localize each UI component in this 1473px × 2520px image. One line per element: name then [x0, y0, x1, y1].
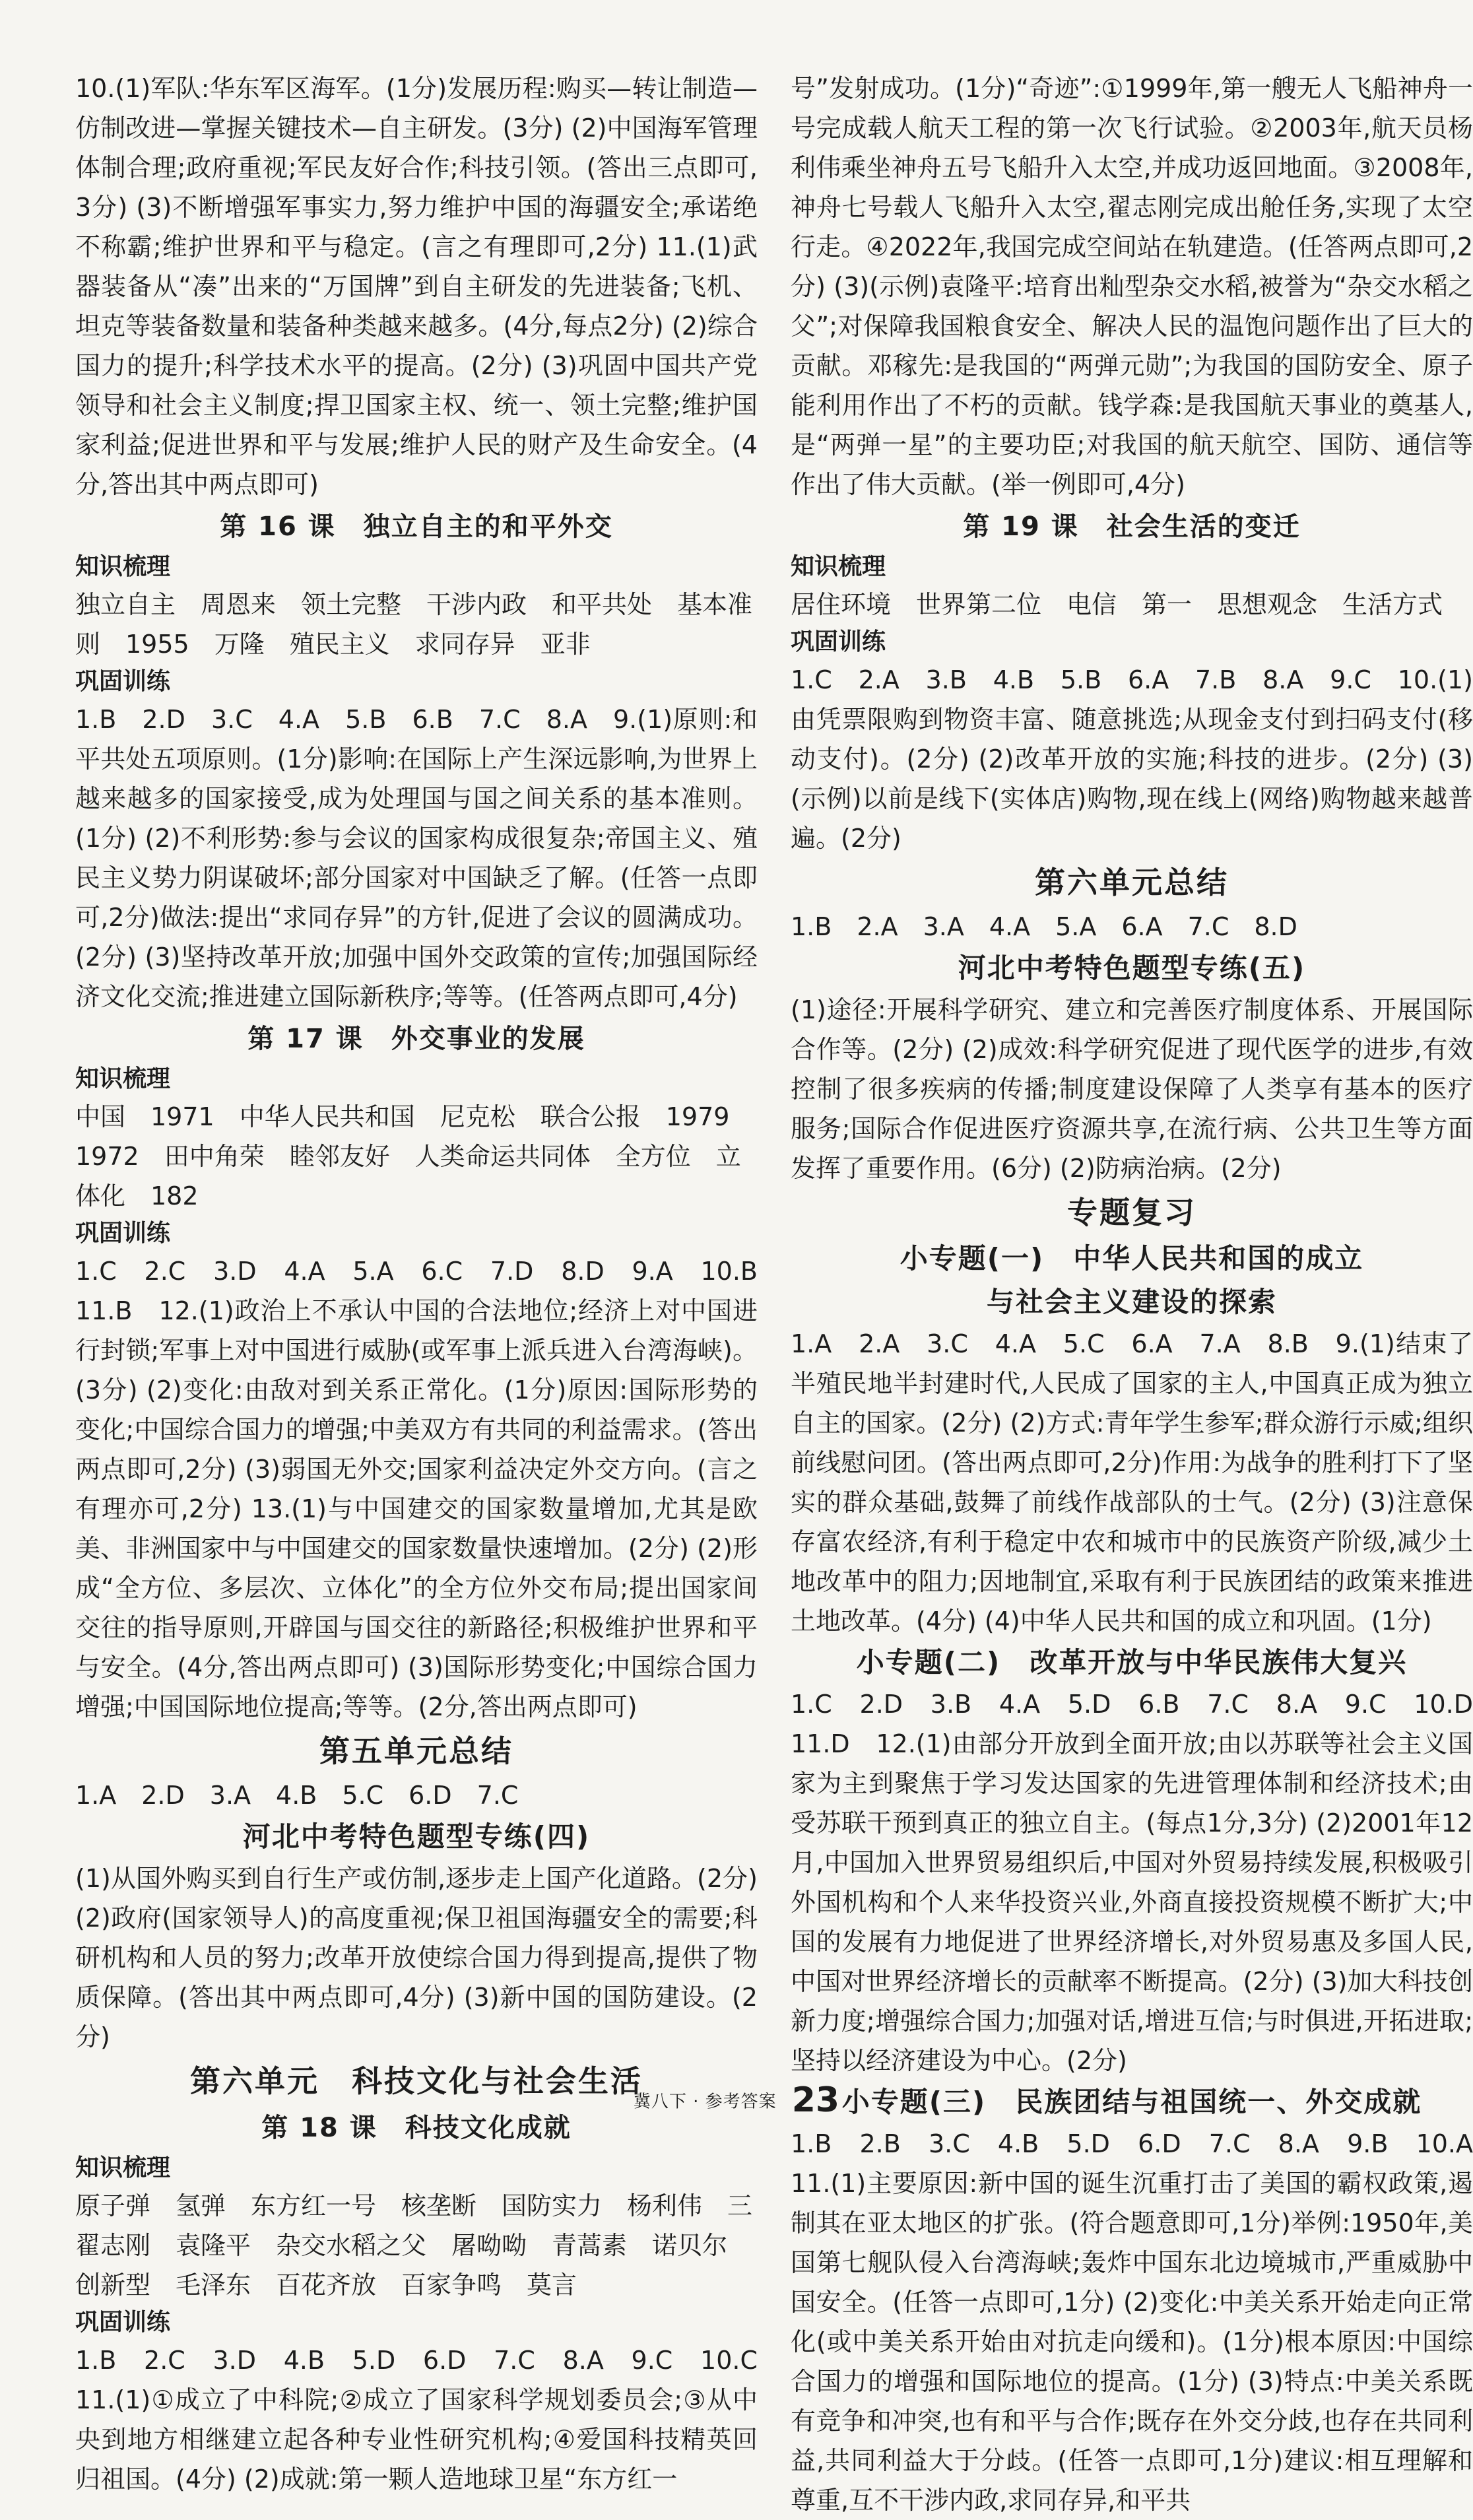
- keyword-list: 独立自主 周恩来 领土完整 干涉内政 和平共处 基本准则 1955 万隆 殖民主义 求同存异 亚非: [75, 590, 753, 659]
- answer-block: 1.B 2.C 3.D 4.B 5.D 6.D 7.C 8.A 9.C 10.C 11.(1)①成立了中科院;②成立了国家科学规划委员会;③从中央到地方相继建立起各种专业性研究机构;④爱国科技精英回归祖国。(4分) (2)成就:第一颗人造地球卫星“东方红一: [75, 2346, 783, 2494]
- answer-block: (1)途径:开展科学研究、建立和完善医疗制度体系、开展国际合作等。(2分) (2)成效:科学研究促进了现代医学的进步,有效控制了很多疾病的传播;制度建设保障了人类享有基本的医疗服务;国际合作促进医疗资源共享,在流行病、公共卫生等方面发挥了重要作用。(6分) (2)防病治病。(2分): [791, 995, 1473, 1183]
- unit-summary-heading: 第五单元总结: [319, 1733, 513, 1769]
- section-label: 知识梳理: [791, 553, 886, 580]
- keyword-list: 中国 1971 中华人民共和国 尼克松 联合公报 1979 1972 田中角荣 睦邻友好 人类命运共同体 全方位 立体化 182: [75, 1102, 755, 1210]
- section-label: 知识梳理: [75, 553, 171, 580]
- review-heading: 专题复习: [1067, 1195, 1196, 1230]
- left-column: [75, 69, 783, 2499]
- lesson-heading: 第 16 课 独立自主的和平外交: [220, 512, 613, 542]
- answer-block: 1.B 2.A 3.A 4.A 5.A 6.A 7.C 8.D: [791, 912, 1297, 941]
- unit-heading: 第六单元 科技文化与社会生活: [190, 2063, 643, 2099]
- page-footer: [0, 2080, 1473, 2120]
- answer-block: 1.C 2.D 3.B 4.A 5.D 6.B 7.C 8.A 9.C 10.D 11.D 12.(1)由部分开放到全面开放;由以苏联等社会主义国家为主到聚焦于学习发达国家的先进管理体制和经济技术;由受苏联干预到真正的独立自主。(每点1分,3分) (2)2001年12月,中国加入世界贸易组织后,中国对外贸易持续发展,积极吸引外国机构和个人来华投资兴业,外商直接投资规模不断扩大;中国的发展有力地促进了世界经济增长,对外贸易惠及多国人民,中国对世界经济增长的贡献率不断提高。(2分) (3)加大科技创新力度;增强综合国力;加强对话,增进互信;与时俱进,开拓进取;坚持以经济建设为中心。(2分): [791, 1690, 1473, 2075]
- special-practice-heading: 河北中考特色题型专练(四): [242, 1820, 591, 1853]
- answer-block: 1.B 2.B 3.C 4.B 5.D 6.D 7.C 8.A 9.B 10.A 11.(1)主要原因:新中国的诞生沉重打击了美国的霸权政策,遏制其在亚太地区的扩张。(符合题意即可,1分)举例:1950年,美国第七舰队侵入台湾海峡;轰炸中国东北边境城市,严重威胁中国安全。(任答一点即可,1分) (2)变化:中美关系开始走向正常化(或中美关系开始由对抗走向缓和)。(1分)根本原因:中国综合国力的增强和国际地位的提高。(1分) (3)特点:中美关系既有竞争和冲突,也有和平与合作;既存在外交分歧,也存在共同利益,共同利益大于分歧。(任答一点即可,1分)建议:相互理解和尊重,互不干涉内政,求同存异,和平共: [791, 2129, 1473, 2515]
- answer-block: 1.A 2.D 3.A 4.B 5.C 6.D 7.C: [75, 1781, 519, 1810]
- page-number: 23: [791, 2080, 840, 2120]
- lesson-heading: 第 17 课 外交事业的发展: [247, 1024, 585, 1054]
- section-label: 知识梳理: [75, 2154, 171, 2181]
- footer-label: 冀八下 · 参考答案: [633, 2092, 777, 2112]
- answer-block: 10.(1)军队:华东军区海军。(1分)发展历程:购买—转让制造—仿制改进—掌握关键技术—自主研发。(3分) (2)中国海军管理体制合理;政府重视;军民友好合作;科技引领。(答出三点即可,3分) (3)不断增强军事实力,努力维护中国的海疆安全;承诺绝不称霸;维护世界和平与稳定。(言之有理即可,2分) 11.(1)武器装备从“凑”出来的“万国牌”到自主研发的先进装备;飞机、坦克等装备数量和装备种类越来越多。(4分,每点2分) (2)综合国力的提升;科学技术水平的提高。(2分) (3)巩固中国共产党领导和社会主义制度;捍卫国家主权、统一、领土完整;维护国家利益;促进世界和平与发展;维护人民的财产及生命安全。(4分,答出其中两点即可): [75, 74, 758, 499]
- topic-heading: 小专题(三) 民族团结与祖国统一、外交成就: [841, 2086, 1422, 2118]
- section-label: 巩固训练: [791, 628, 886, 655]
- topic-heading: 小专题(一) 中华人民共和国的成立: [900, 1242, 1364, 1275]
- section-label: 巩固训练: [75, 2309, 171, 2336]
- unit-summary-heading: 第六单元总结: [1035, 865, 1229, 900]
- lesson-heading: 第 19 课 社会生活的变迁: [963, 512, 1301, 542]
- answer-block: (1)从国外购买到自行生产或仿制,逐步走上国产化道路。(2分) (2)政府(国家领导人)的高度重视;保卫祖国海疆安全的需要;科研机构和人员的努力;改革开放使综合国力得到提高,提供了物质保障。(答出其中两点即可,4分) (3)新中国的国防建设。(2分): [75, 1864, 758, 2051]
- topic-heading: 小专题(二) 改革开放与中华民族伟大复兴: [856, 1646, 1408, 1678]
- answer-block: 号”发射成功。(1分)“奇迹”:①1999年,第一艘无人飞船神舟一号完成载人航天工程的第一次飞行试验。②2003年,航天员杨利伟乘坐神舟五号飞船升入太空,并成功返回地面。③2008年,神舟七号载人飞船升入太空,翟志刚完成出舱任务,实现了太空行走。④2022年,我国完成空间站在轨建造。(任答两点即可,2分) (3)(示例)袁隆平:培育出籼型杂交水稻,被誉为“杂交水稻之父”;对保障我国粮食安全、解决人民的温饱问题作出了巨大的贡献。邓稼先:是我国的“两弹元勋”;为我国的国防安全、原子能利用作出了不朽的贡献。钱学森:是我国航天事业的奠基人,是“两弹一星”的主要功臣;对我国的航天航空、国防、通信等作出了伟大贡献。(举一例即可,4分): [791, 74, 1473, 499]
- keyword-list: 原子弹 氢弹 东方红一号 核垄断 国防实力 杨利伟 三 翟志刚 袁隆平 杂交水稻之父 屠呦呦 青蒿素 诺贝尔 创新型 毛泽东 百花齐放 百家争鸣 莫言: [75, 2191, 778, 2300]
- section-label: 巩固训练: [75, 668, 171, 695]
- answer-block: 1.C 2.A 3.B 4.B 5.B 6.A 7.B 8.A 9.C 10.(1)由凭票限购到物资丰富、随意挑选;从现金支付到扫码支付(移动支付)。(2分) (2)改革开放的实施;科技的进步。(2分) (3)(示例)以前是线下(实体店)购物,现在线上(网络)购物越来越普遍。(2分): [791, 665, 1473, 853]
- section-label: 巩固训练: [75, 1220, 171, 1247]
- answer-block: 1.A 2.A 3.C 4.A 5.C 6.A 7.A 8.B 9.(1)结束了半殖民地半封建时代,人民成了国家的主人,中国真正成为独立自主的国家。(2分) (2)方式:青年学生参军;群众游行示威;组织前线慰问团。(答出两点即可,2分)作用:为战争的胜利打下了坚实的群众基础,鼓舞了前线作战部队的士气。(2分) (3)注意保存富农经济,有利于稳定中农和城市中的民族资产阶级,减少土地改革中的阻力;因地制宜,采取有利于民族团结的政策来推进土地改革。(4分) (4)中华人民共和国的成立和巩固。(1分): [791, 1329, 1473, 1636]
- lesson-heading: 第 18 课 科技文化成就: [261, 2113, 572, 2143]
- answer-block: 1.B 2.D 3.C 4.A 5.B 6.B 7.C 8.A 9.(1)原则:和平共处五项原则。(1分)影响:在国际上产生深远影响,为世界上越来越多的国家接受,成为处理国与国之间关系的基本准则。(1分) (2)不利形势:参与会议的国家构成很复杂;帝国主义、殖民主义势力阴谋破坏;部分国家对中国缺乏了解。(任答一点即可,2分)做法:提出“求同存异”的方针,促进了会议的圆满成功。(2分) (3)坚持改革开放;加强中国外交政策的宣传;加强国际经济文化交流;推进建立国际新秩序;等等。(任答两点即可,4分): [75, 705, 758, 1011]
- special-practice-heading: 河北中考特色题型专练(五): [958, 952, 1306, 984]
- topic-heading-cont: 与社会主义建设的探索: [986, 1286, 1277, 1318]
- answer-block: 1.C 2.C 3.D 4.A 5.A 6.C 7.D 8.D 9.A 10.B 11.B 12.(1)政治上不承认中国的合法地位;经济上对中国进行封锁;军事上对中国进行威胁(或军事上派兵进入台湾海峡)。(3分) (2)变化:由敌对到关系正常化。(1分)原因:国际形势的变化;中国综合国力的增强;中美双方有共同的利益需求。(答出两点即可,2分) (3)弱国无外交;国家利益决定外交方向。(言之有理亦可,2分) 13.(1)与中国建交的国家数量增加,尤其是欧美、非洲国家中与中国建交的国家数量快速增加。(2分) (2)形成“全方位、多层次、立体化”的全方位外交布局;提出国家间交往的指导原则,开辟国与国交往的新路径;积极维护世界和平与安全。(4分,答出两点即可) (3)国际形势变化;中国综合国力增强;中国国际地位提高;等等。(2分,答出两点即可): [75, 1257, 783, 1721]
- right-column: [791, 69, 1473, 2520]
- section-label: 知识梳理: [75, 1065, 171, 1092]
- keyword-list: 居住环境 世界第二位 电信 第一 思想观念 生活方式: [791, 590, 1443, 619]
